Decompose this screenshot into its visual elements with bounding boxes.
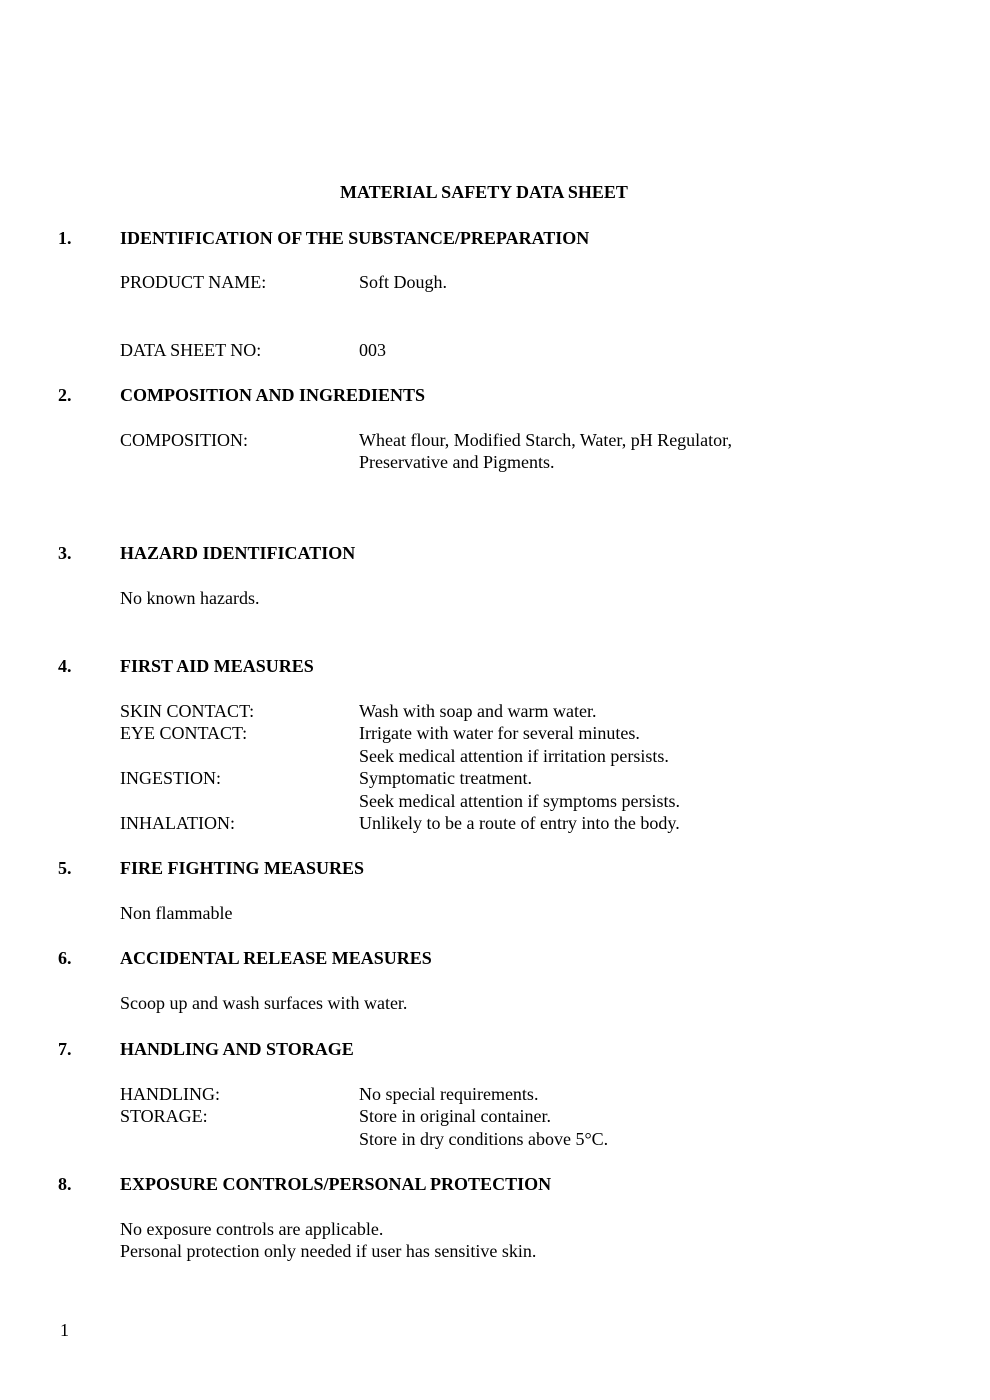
section-5-heading: FIRE FIGHTING MEASURES — [120, 858, 365, 878]
handling-value: No special requirements. — [359, 1084, 539, 1104]
fire-text: Non flammable — [120, 903, 233, 923]
skin-contact-label: SKIN CONTACT: — [120, 701, 255, 721]
storage-label: STORAGE: — [120, 1106, 208, 1126]
section-3-heading: HAZARD IDENTIFICATION — [120, 543, 356, 563]
section-7-heading: HANDLING AND STORAGE — [120, 1039, 354, 1059]
product-name-value: Soft Dough. — [359, 272, 448, 292]
section-4-number: 4. — [58, 656, 72, 676]
data-sheet-value: 003 — [359, 340, 386, 360]
section-6-heading: ACCIDENTAL RELEASE MEASURES — [120, 948, 432, 968]
inhalation-label: INHALATION: — [120, 813, 235, 833]
data-sheet-label: DATA SHEET NO: — [120, 340, 262, 360]
hazard-text: No known hazards. — [120, 588, 260, 608]
handling-label: HANDLING: — [120, 1084, 220, 1104]
exposure-line-2: Personal protection only needed if user has sensitive skin. — [120, 1241, 537, 1261]
ingestion-label: INGESTION: — [120, 768, 221, 788]
section-8-heading: EXPOSURE CONTROLS/PERSONAL PROTECTION — [120, 1174, 552, 1194]
section-7-number: 7. — [58, 1039, 72, 1059]
section-1-number: 1. — [58, 228, 72, 248]
composition-label: COMPOSITION: — [120, 430, 249, 450]
ingestion-value-1: Symptomatic treatment. — [359, 768, 532, 788]
section-4-heading: FIRST AID MEASURES — [120, 656, 314, 676]
section-8-number: 8. — [58, 1174, 72, 1194]
eye-contact-label: EYE CONTACT: — [120, 723, 248, 743]
section-6-number: 6. — [58, 948, 72, 968]
skin-contact-value: Wash with soap and warm water. — [359, 701, 597, 721]
product-name-label: PRODUCT NAME: — [120, 272, 267, 292]
section-2-heading: COMPOSITION AND INGREDIENTS — [120, 385, 426, 405]
composition-line-1: Wheat flour, Modified Starch, Water, pH Regulator, — [359, 430, 732, 450]
storage-value-1: Store in original container. — [359, 1106, 551, 1126]
ingestion-value-2: Seek medical attention if symptoms persists. — [359, 791, 680, 811]
storage-value-2: Store in dry conditions above 5°C. — [359, 1129, 609, 1149]
section-2-number: 2. — [58, 385, 72, 405]
section-5-number: 5. — [58, 858, 72, 878]
eye-contact-value-2: Seek medical attention if irritation persists. — [359, 746, 669, 766]
inhalation-value: Unlikely to be a route of entry into the body. — [359, 813, 680, 833]
section-1-heading: IDENTIFICATION OF THE SUBSTANCE/PREPARATION — [120, 228, 590, 248]
eye-contact-value-1: Irrigate with water for several minutes. — [359, 723, 640, 743]
release-text: Scoop up and wash surfaces with water. — [120, 993, 408, 1013]
exposure-line-1: No exposure controls are applicable. — [120, 1219, 384, 1239]
section-3-number: 3. — [58, 543, 72, 563]
page-number: 1 — [60, 1320, 69, 1340]
composition-line-2: Preservative and Pigments. — [359, 452, 555, 472]
document-title: MATERIAL SAFETY DATA SHEET — [340, 182, 628, 202]
